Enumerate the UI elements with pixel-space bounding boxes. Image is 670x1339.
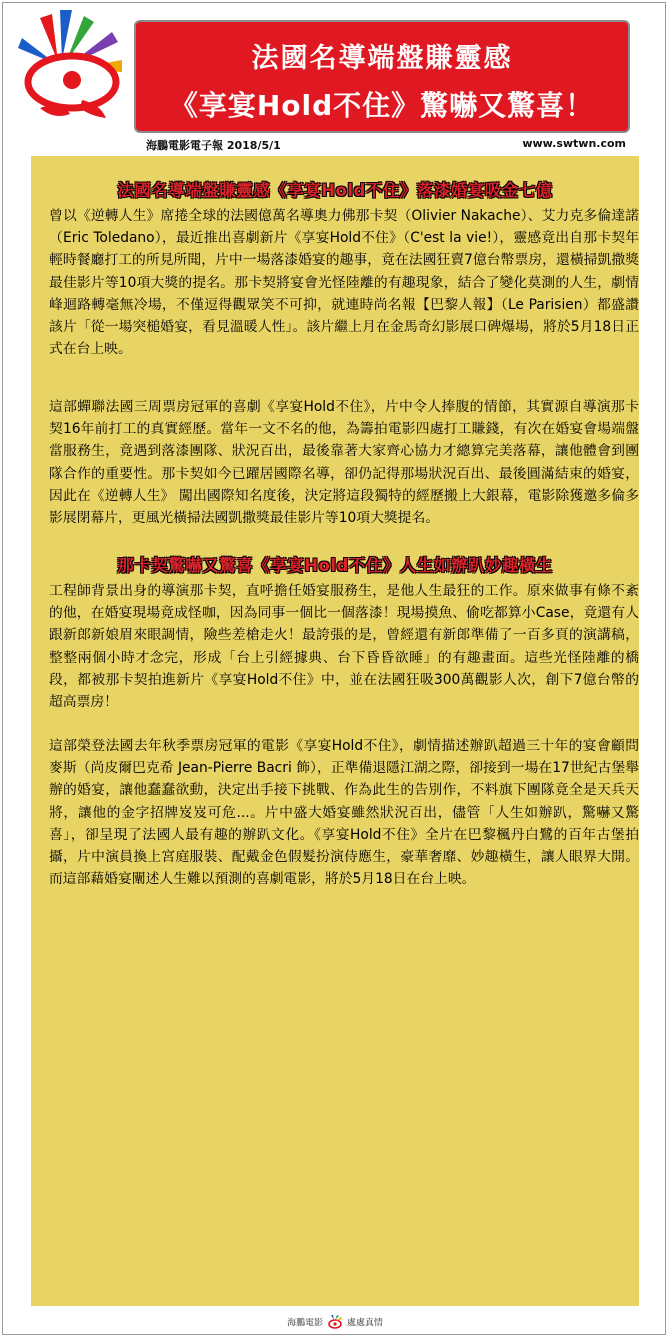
logo-icon [10,4,138,122]
article-body [31,156,639,1306]
footer [0,1314,670,1330]
publication-name: 海鵬電影電子報 2018/5/1 [146,139,281,152]
headline-line-2: 《享宴Hold不住》驚嚇又驚喜！ [169,89,595,122]
footer-right-text: 處處真情 [346,1318,383,1329]
website-link[interactable]: www.swtwn.com [522,137,626,150]
paragraph: 這部榮登法國去年秋季票房冠軍的電影《享宴Hold不住》，劇情描述辦趴超過三十年的宴會顧問麥斯（尚皮爾巴克希 Jean-Pierre Bacri 飾），正準備退隱江湖之際，卻接到一場在17世紀古堡舉辦的婚宴，讓他蠢蠢欲動，決定出手接下挑戰、作為此生的告別作，不料旗下團隊竟全是天兵天將，讓他的金字招牌岌岌可危...。片中盛大婚宴雖然狀況百出，儘管「人生如辦趴，驚嚇又驚喜」，卻呈現了法國人最有趣的辦趴文化。《享宴Hold不住》全片在巴黎楓丹白鷺的百年古堡拍攝，片中演員換上宮庭服裝、配戴金色假髮扮演侍應生，豪華奢靡、妙趣橫生，讓人眼界大開。而這部藉婚宴闡述人生難以預測的喜劇電影，將於5月18日在台上映。 [49,738,639,888]
paragraph: 工程師背景出身的導演那卡契，直呼擔任婚宴服務生，是他人生最狂的工作。原來做事有條不紊的他，在婚宴現場竟成怪咖，因為同事一個比一個落漆！現場摸魚、偷吃都算小Case，竟還有人跟新郎新娘眉來眼調情，險些差槍走火！最誇張的是，曾經還有新郎準備了一百多頁的演講稿，整整兩個小時才念完，形成「台上引經據典、台下昏昏欲睡」的有趣畫面。這些光怪陸離的橋段，都被那卡契拍進新片《享宴Hold不住》中，並在法國狂吸300萬觀影人次，創下7億台幣的超高票房！ [49,583,639,711]
footer-logo-icon [326,1314,344,1330]
headline-banner [134,20,630,133]
paragraph: 曾以《逆轉人生》席捲全球的法國億萬名導奧力佛那卡契（Olivier Nakache）、艾力克多倫達諾（Eric Toledano），最近推出喜劇新片《享宴Hold不住》（C'est la vie!），靈感竟出自那卡契年輕時餐廳打工的所見所聞，片中一場落漆婚宴的趣事，竟在法國狂賣7億台幣票房，還橫掃凱撒獎最佳影片等10項大獎的提名。那卡契將宴會光怪陸離的有趣現象，結合了變化莫測的人生，劇情峰迴路轉毫無冷場，不僅逗得觀眾笑不可抑，就連時尚名報【巴黎人報】（Le Parisien）都盛讚該片「從一場突槌婚宴，看見溫暖人性」。該片繼上月在金馬奇幻影展口碑爆場，將於5月18日正式在台上映。 [49,208,639,358]
headline-line-1: 法國名導端盤賺靈感 [251,43,513,74]
section-heading: 那卡契驚嚇又驚喜《享宴Hold不住》人生如辦趴妙趣橫生 [117,556,553,575]
paragraph: 這部蟬聯法國三周票房冠軍的喜劇《享宴Hold不住》，片中令人捧腹的情節，其實源自導演那卡契16年前打工的真實經歷。當年一文不名的他，為籌拍電影四處打工賺錢，有次在婚宴會場端盤當服務生，竟遇到落漆團隊、狀況百出，最後靠著大家齊心協力才總算完美落幕，讓他體會到團隊合作的重要性。那卡契如今已躍居國際名導，卻仍記得那場狀況百出、最後圓滿結束的婚宴，因此在《逆轉人生》 闖出國際知名度後，決定將這段獨特的經歷搬上大銀幕，電影除獲邀多倫多影展閉幕片，更風光橫掃法國凱撒獎最佳影片等10項大獎提名。 [49,399,639,527]
footer-left-text: 海鵬電影 [287,1318,324,1329]
section-heading: 法國名導端盤賺靈感《享宴Hold不住》落漆婚宴吸金七億 [117,181,553,200]
